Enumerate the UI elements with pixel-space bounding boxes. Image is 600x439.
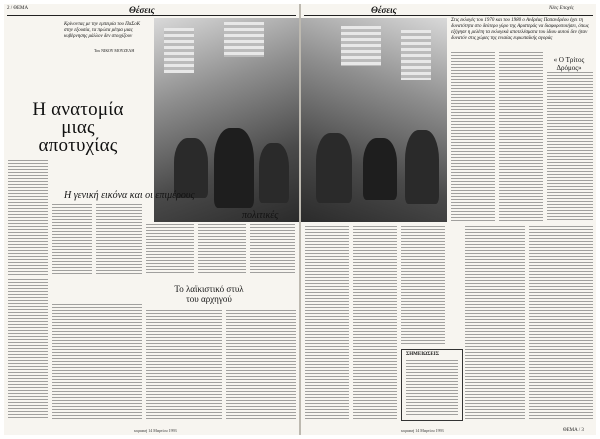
mid-headline-line-1: Το λαϊκιστικό στυλ — [174, 284, 244, 294]
right-text-col-6 — [401, 226, 445, 346]
left-intro: Κρίνοντας με την εμπειρία του ΠαΣοΚ στην εξουσία, τα πρώτα μέτρα μιας κυβέρνησης μάλλον δεν στοιχίζουν — [64, 22, 141, 39]
right-text-col-7 — [465, 226, 525, 419]
info-box-title: ΣΗΜΕΙΩΣΕΙΣ — [406, 352, 439, 357]
right-page-label: ΘΕΜΑ / 3 — [563, 428, 584, 433]
right-text-col-2 — [499, 52, 543, 222]
left-text-col-3 — [96, 204, 142, 274]
right-intro: Στις εκλογές του 1970 και του 1980 ο Ανδρέας Παπανδρέου έχει τη δυνατότητα στο δεύτερο γύρο της Αριστεράς να διαφοροποιήσει, όπως εξήγησε η μελέτη τα εκλογικά αποτελέσματα του ίδιου αυτού δεν ήταν δυνατόν στις χώρες της ενιαίας ευρωπαϊκής αγοράς — [451, 18, 589, 41]
left-mid-headline — [144, 284, 274, 304]
left-text-col-5 — [198, 224, 246, 274]
newspaper-spread — [4, 4, 596, 435]
right-text-col-8 — [529, 226, 593, 419]
left-text-col-3-bottom — [146, 310, 222, 419]
headline-line-2: μιας — [61, 117, 95, 138]
right-boxed-headline: « Ο Τρίτος Δρόμος» — [553, 56, 585, 72]
left-text-col-1-bottom — [8, 279, 48, 419]
left-byline: Του ΝΙΚΟΥ ΜΟΥΖΕΛΗ — [94, 48, 135, 53]
left-page — [4, 4, 299, 435]
left-main-headline — [18, 101, 138, 155]
right-footer-date: κυριακή 14 Μαρτίου 1993 — [401, 428, 444, 433]
left-footer-date: κυριακή 14 Μαρτίου 1993 — [134, 428, 177, 433]
mid-headline-line-2: του αρχηγού — [186, 294, 232, 304]
info-box-text — [406, 360, 458, 416]
left-text-col-1-top — [8, 160, 48, 275]
headline-line-1: Η ανατομία — [32, 99, 124, 120]
right-page — [301, 4, 596, 435]
left-section-tag: Θέσεις — [129, 5, 155, 15]
right-text-col-5 — [353, 226, 397, 419]
left-header-rule — [7, 15, 296, 16]
right-text-col-3 — [547, 72, 593, 222]
left-subhead-end: πολιτικές — [242, 210, 279, 221]
headline-line-3: αποτυχίας — [38, 135, 118, 156]
right-info-box — [401, 349, 463, 421]
left-text-col-4-bottom — [226, 310, 296, 419]
right-text-col-1 — [451, 52, 495, 222]
left-text-col-4 — [146, 224, 194, 274]
right-text-col-4 — [305, 226, 349, 419]
right-section-label: Νέες Εποχές — [549, 6, 574, 11]
crowd-photo-right — [301, 18, 447, 222]
left-page-label: 2 / ΘΕΜΑ — [7, 6, 29, 11]
left-text-col-6 — [250, 224, 295, 274]
left-subhead: Η γενική εικόνα και οι επιμέρους — [64, 190, 195, 201]
right-section-tag: Θέσεις — [371, 5, 397, 15]
left-text-col-2-top — [52, 204, 92, 274]
left-text-col-2-bottom — [52, 304, 142, 419]
right-header-rule — [304, 15, 593, 16]
